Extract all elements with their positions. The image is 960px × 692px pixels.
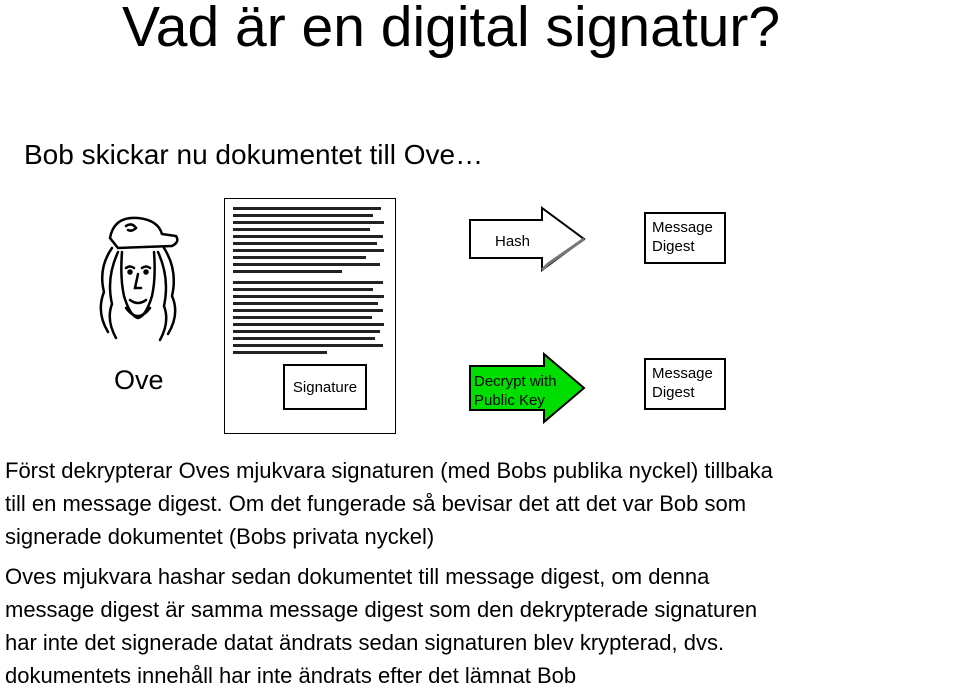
page-title: Vad är en digital signatur? bbox=[122, 0, 781, 59]
hash-label: Hash bbox=[495, 233, 531, 250]
person-label: Ove bbox=[114, 365, 164, 395]
message-digest-line2: Digest bbox=[652, 238, 695, 255]
message-digest-box-hash bbox=[644, 212, 726, 264]
subtitle: Bob skickar nu dokumentet till Ove… bbox=[24, 139, 484, 170]
message-digest-line2: Digest bbox=[652, 384, 695, 401]
body-paragraph-1 bbox=[5, 454, 960, 553]
message-digest-line1: Message bbox=[652, 219, 713, 236]
body-paragraph-2 bbox=[5, 560, 960, 692]
document-text-lines bbox=[233, 207, 389, 358]
text-line: signerade dokumentet (Bobs privata nyckel) bbox=[5, 524, 435, 549]
decrypt-label-line2: Public Key bbox=[474, 392, 545, 409]
text-line: till en message digest. Om det fungerade så bevisar det att det var Bob som bbox=[5, 491, 747, 516]
text-line: har inte det signerade datat ändrats sedan signaturen blev krypterad, dvs. bbox=[5, 630, 725, 655]
ove-face-icon bbox=[88, 208, 184, 348]
message-digest-box-decrypt bbox=[644, 358, 726, 410]
text-line: Först dekrypterar Oves mjukvara signaturen (med Bobs publika nyckel) tillbaka bbox=[5, 458, 773, 483]
signature-box: Signature bbox=[283, 364, 367, 410]
text-line: dokumentets innehåll har inte ändrats efter det lämnat Bob bbox=[5, 663, 577, 688]
message-digest-line1: Message bbox=[652, 365, 713, 382]
decrypt-label-line1: Decrypt with bbox=[474, 373, 557, 390]
text-line: Oves mjukvara hashar sedan dokumentet till message digest, om denna bbox=[5, 564, 710, 589]
decrypt-label bbox=[474, 372, 557, 410]
text-line: message digest är samma message digest som den dekrypterade signaturen bbox=[5, 597, 758, 622]
